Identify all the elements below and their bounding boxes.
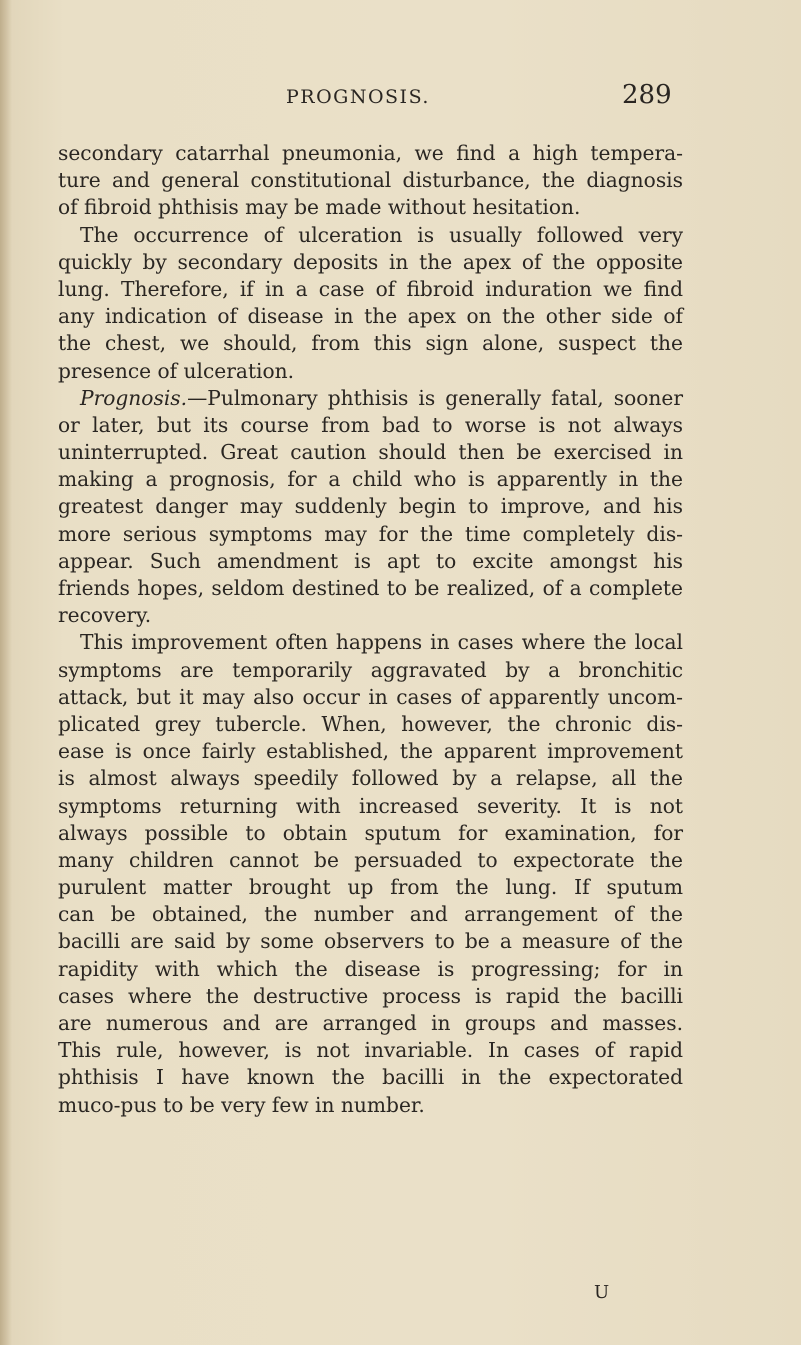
text-line: cases where the destructive process is rapid the bacilli	[58, 983, 683, 1008]
text-line: purulent matter brought up from the lung. If sputum	[58, 875, 683, 900]
text-line: or later, but its course from bad to worse is not always	[58, 412, 683, 437]
body-text	[58, 140, 683, 1119]
page-edge-shadow	[0, 0, 12, 1345]
text-line: appear. Such amendment is apt to excite amongst his	[58, 548, 683, 573]
text-line: is almost always speedily followed by a relapse, all the	[58, 766, 683, 791]
text-line: phthisis I have known the bacilli in the expectorated	[58, 1065, 683, 1090]
text-line: greatest danger may suddenly begin to improve, and his	[58, 494, 683, 519]
text-line: secondary catarrhal pneumonia, we find a high tempera-	[58, 141, 683, 165]
section-heading-prognosis: Prognosis.	[80, 385, 188, 410]
text-line: the chest, we should, from this sign alone, suspect the	[58, 331, 683, 356]
text-line: uninterrupted. Great caution should then be exercised in	[58, 440, 683, 465]
text-line: This rule, however, is not invariable. In cases of rapid	[58, 1038, 683, 1063]
signature-mark: U	[594, 1282, 610, 1303]
text-line: rapidity with which the disease is progressing; for in	[58, 956, 683, 981]
text-line: ease is once fairly established, the apparent improvement	[58, 739, 683, 764]
text-line: bacilli are said by some observers to be a measure of the	[58, 929, 683, 954]
text-line-prognosis	[58, 385, 683, 412]
text-line: muco-pus to be very few in number.	[58, 1092, 425, 1117]
text-line-rest: —Pulmonary phthisis is generally fatal, sooner	[187, 385, 683, 410]
text-line: are numerous and are arranged in groups and masses.	[58, 1011, 683, 1035]
text-line: many children cannot be persuaded to expectorate the	[58, 847, 683, 872]
text-line: more serious symptoms may for the time completely dis-	[58, 521, 683, 546]
text-line: symptoms are temporarily aggravated by a bronchitic	[58, 657, 683, 682]
text-line: lung. Therefore, if in a case of fibroid induration we find	[58, 276, 683, 301]
text-line: can be obtained, the number and arrangement of the	[58, 902, 683, 927]
running-header: PROGNOSIS.	[286, 86, 430, 108]
text-line: plicated grey tubercle. When, however, the chronic dis-	[58, 711, 683, 736]
text-line: attack, but it may also occur in cases of apparently uncom-	[58, 684, 683, 709]
text-line: presence of ulceration.	[58, 358, 295, 383]
text-line: quickly by secondary deposits in the apex of the opposite	[58, 249, 683, 274]
text-line: This improvement often happens in cases where the local	[80, 630, 683, 655]
text-line: of fibroid phthisis may be made without hesitation.	[58, 195, 581, 220]
text-line: ture and general constitutional disturbance, the diagnosis	[58, 168, 683, 193]
text-line: making a prognosis, for a child who is apparently in the	[58, 467, 683, 492]
text-line: friends hopes, seldom destined to be realized, of a complete	[58, 576, 683, 600]
text-line: symptoms returning with increased severity. It is not	[58, 793, 683, 818]
text-line: recovery.	[58, 603, 152, 628]
text-line: any indication of disease in the apex on the other side of	[58, 304, 683, 329]
text-line: The occurrence of ulceration is usually followed very	[80, 222, 683, 247]
page-number: 289	[622, 80, 672, 110]
text-line: always possible to obtain sputum for examination, for	[58, 820, 683, 845]
